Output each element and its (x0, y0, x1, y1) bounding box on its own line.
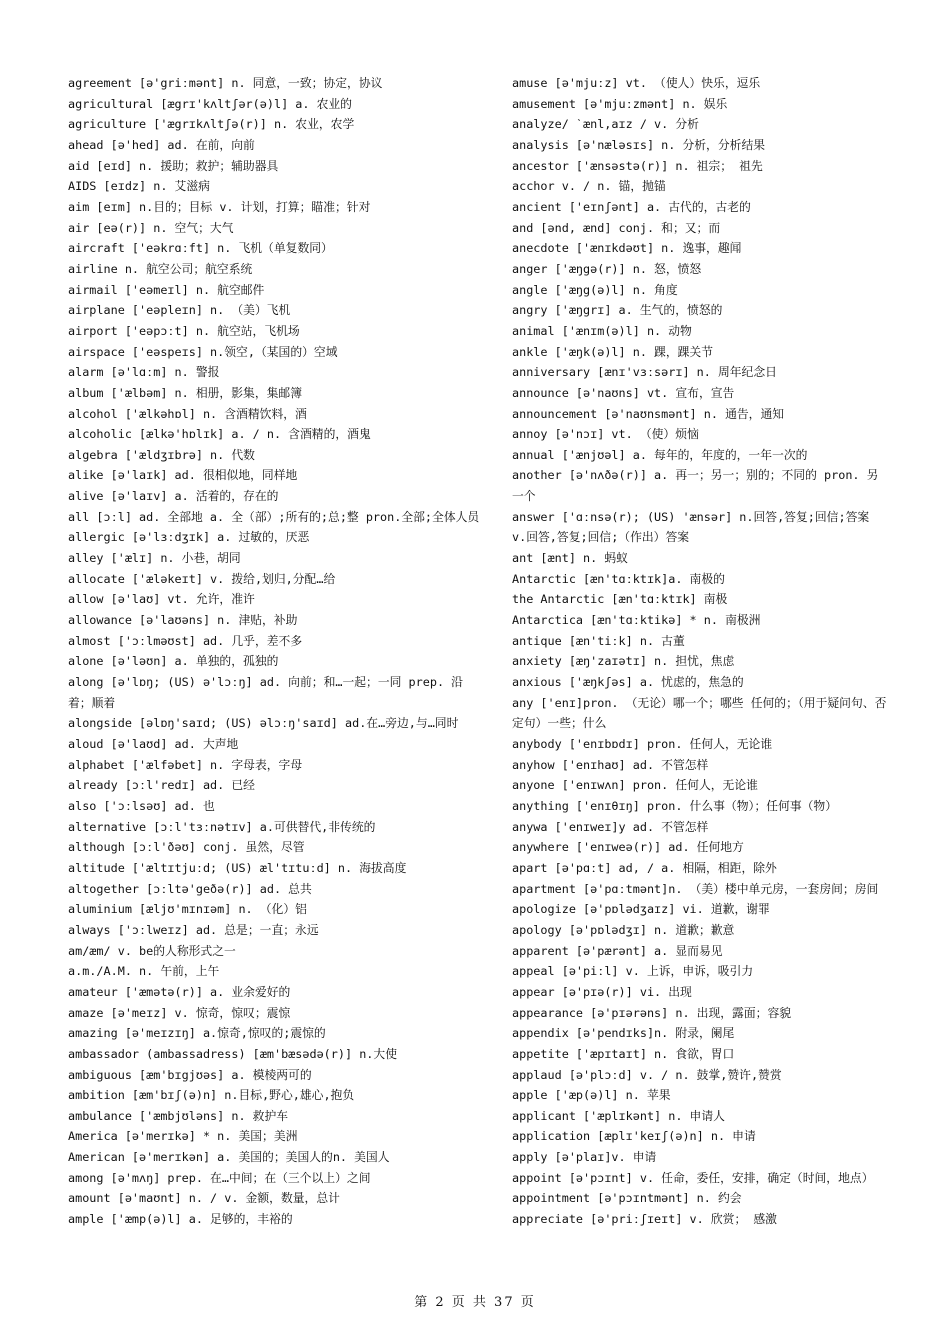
dictionary-entry: appetite ['æpɪtaɪt] n. 食欲，胃口 (512, 1046, 735, 1061)
dictionary-entry: any ['enɪ]pron. （无论）哪一个；哪些 任何的；（用于疑问句、否定句）一些；什么 (512, 695, 887, 731)
dictionary-entry: ambassador (ambassadress) [æm'bæsədə(r)] n.大使 (68, 1046, 397, 1061)
dictionary-entry: announcement [ə'naʊnsmənt] n. 通告，通知 (512, 406, 785, 421)
dictionary-entry: appreciate [ə'priːʃɪeɪt] v. 欣赏； 感激 (512, 1212, 777, 1227)
dictionary-entry: ancestor ['ænsəstə(r)] n. 祖宗； 祖先 (512, 158, 763, 173)
dictionary-entry: airport ['eəpɔːt] n. 航空站，飞机场 (68, 323, 300, 338)
dictionary-entry: American [ə'merɪkən] a. 美国的；美国人的n. 美国人 (68, 1150, 390, 1165)
dictionary-entry: allowance [ə'laʊəns] n. 津贴，补助 (68, 613, 298, 628)
dictionary-entry: anybody ['enɪbɒdɪ] pron. 任何人，无论谁 (512, 737, 773, 751)
dictionary-entry: Antarctica [æn'tɑːktikə] * n. 南极洲 (512, 613, 761, 628)
dictionary-entry: amuse [ə'mjuːz] vt. （使人）快乐，逗乐 (512, 76, 761, 90)
dictionary-entry: alternative [ɔːl'tɜːnətɪv] a.可供替代,非传统的 (68, 819, 376, 834)
dictionary-entry: amount [ə'maʊnt] n. / v. 金额，数量，总计 (68, 1191, 340, 1206)
dictionary-entry: analyze/ ˋænl,aɪz / v. 分析 (512, 117, 699, 132)
dictionary-entry: airline n. 航空公司；航空系统 (68, 261, 253, 276)
dictionary-entry: airmail ['eəmeɪl] n. 航空邮件 (68, 282, 265, 297)
dictionary-entry: announce [ə'naʊns] vt. 宣布，宣告 (512, 385, 735, 400)
dictionary-entry: altitude ['æltɪtjuːd; (US) æl'tɪtuːd] n. 海拔高度 (68, 860, 407, 875)
dictionary-entry: ambulance ['æmbjʊləns] n. 救护车 (68, 1108, 289, 1123)
right-column (512, 73, 888, 1230)
dictionary-entry: amazing [ə'meɪzɪŋ] a.惊奇,惊叹的;震惊的 (68, 1026, 326, 1041)
dictionary-entry: ancient ['eɪnʃənt] a. 古代的，古老的 (512, 199, 751, 214)
dictionary-entry: appoint [ə'pɔɪnt] v. 任命，委任，安排，确定（时间，地点） (512, 1170, 874, 1185)
dictionary-entry: apology [ə'pɒlədʒɪ] n. 道歉；歉意 (512, 922, 735, 937)
dictionary-entry: aid [eɪd] n. 援助；救护；辅助器具 (68, 158, 279, 173)
dictionary-entry: antique [æn'tiːk] n. 古董 (512, 633, 685, 648)
dictionary-entry: almost ['ɔːlməʊst] ad. 几乎，差不多 (68, 633, 303, 648)
dictionary-entry: ambition [æm'bɪʃ(ə)n] n.目标,野心,雄心,抱负 (68, 1088, 355, 1103)
dictionary-entry: anywa ['enɪweɪ]y ad. 不管怎样 (512, 819, 709, 834)
dictionary-entry: appear [ə'pɪə(r)] vi. 出现 (512, 984, 692, 999)
dictionary-entry: acchor v. / n. 锚，抛锚 (512, 179, 666, 194)
dictionary-entry: Antarctic [æn'tɑːktɪk]a. 南极的 (512, 571, 725, 586)
dictionary-entry: ankle ['æŋk(ə)l] n. 踝，踝关节 (512, 344, 714, 359)
dictionary-entry: aloud [ə'laʊd] ad. 大声地 (68, 737, 239, 751)
dictionary-entry: anger ['æŋgə(r)] n. 怒，愤怒 (512, 261, 702, 276)
dictionary-entry: applaud [ə'plɔːd] v. / n. 鼓掌,赞许,赞赏 (512, 1067, 782, 1082)
dictionary-entry: alcoholic [ælkə'hɒlɪk] a. / n. 含酒精的，酒鬼 (68, 427, 371, 442)
dictionary-entry: application [æplɪ'keɪʃ(ə)n] n. 申请 (512, 1129, 756, 1144)
dictionary-entry: amateur ['æmətə(r)] a. 业余爱好的 (68, 984, 291, 999)
dictionary-entry: agriculture ['ægrɪkʌltʃə(r)] n. 农业，农学 (68, 117, 355, 132)
dictionary-entry: another [ə'nʌðə(r)] a. 再一；另一；别的；不同的 pron. 另一个 (512, 468, 879, 504)
dictionary-entry: anxiety [æŋ'zaɪətɪ] n. 担忧，焦虑 (512, 654, 735, 669)
dictionary-entry: airspace ['eəspeɪs] n.领空,（某国的）空域 (68, 344, 338, 359)
dictionary-entry: appeal [ə'piːl] v. 上诉，申诉，吸引力 (512, 964, 754, 979)
dictionary-entry: apply [ə'plaɪ]v. 申请 (512, 1150, 657, 1165)
dictionary-entry: alcohol ['ælkəhɒl] n. 含酒精饮料，酒 (68, 406, 307, 421)
dictionary-entry: allergic [ə'lɜːdʒɪk] a. 过敏的，厌恶 (68, 530, 310, 545)
dictionary-entry: animal ['ænɪm(ə)l] n. 动物 (512, 323, 692, 338)
dictionary-entry: anyhow ['enɪhaʊ] ad. 不管怎样 (512, 757, 709, 772)
dictionary-entry: America [ə'merɪkə] * n. 美国；美洲 (68, 1129, 298, 1144)
dictionary-entry: always ['ɔːlweɪz] ad. 总是；一直；永远 (68, 922, 319, 937)
dictionary-entry: anyone ['enɪwʌn] pron. 任何人，无论谁 (512, 778, 758, 793)
dictionary-entry: anniversary [ænɪ'vɜːsərɪ] n. 周年纪念日 (512, 365, 777, 380)
dictionary-entry: allow [ə'laʊ] vt. 允许，准许 (68, 592, 255, 607)
dictionary-entry: ambiguous [æm'bɪgjʊəs] a. 模棱两可的 (68, 1067, 312, 1082)
dictionary-entry: all [ɔːl] ad. 全部地 a. 全（部）;所有的;总;整 pron.全部;全体人员 (68, 509, 480, 524)
dictionary-entry: alone [ə'ləʊn] a. 单独的，孤独的 (68, 654, 279, 669)
dictionary-entry: angle ['æŋg(ə)l] n. 角度 (512, 282, 678, 297)
left-column (68, 73, 482, 1230)
dictionary-entry: album ['ælbəm] n. 相册，影集，集邮簿 (68, 385, 303, 400)
dictionary-entry: alphabet ['ælfəbet] n. 字母表，字母 (68, 757, 303, 772)
dictionary-entry: apart [ə'pɑːt] ad, / a. 相隔，相距，除外 (512, 860, 777, 875)
dictionary-entry: AIDS [eɪdz] n. 艾滋病 (68, 179, 210, 194)
dictionary-entry: ahead [ə'hed] ad. 在前，向前 (68, 137, 255, 152)
dictionary-entry: apologize [ə'pɒlədʒaɪz] vi. 道歉，谢罪 (512, 902, 770, 917)
dictionary-entry: analysis [ə'næləsɪs] n. 分析，分析结果 (512, 137, 766, 152)
dictionary-entry: and [ənd, ænd] conj. 和；又；而 (512, 220, 721, 235)
dictionary-entry: alike [ə'laɪk] ad. 很相似地，同样地 (68, 468, 298, 483)
dictionary-entry: algebra ['ældʒɪbrə] n. 代数 (68, 447, 255, 462)
dictionary-entry: the Antarctic [æn'tɑːktɪk] 南极 (512, 592, 728, 607)
dictionary-entry: along [ə'lɒŋ; (US) ə'lɔːŋ] ad. 向前；和…一起；一同 prep. 沿着；顺着 (68, 675, 463, 710)
dictionary-entry: appearance [ə'pɪərəns] n. 出现，露面；容貌 (512, 1005, 792, 1020)
dictionary-entry: annoy [ə'nɔɪ] vt. （使）烦恼 (512, 427, 699, 442)
dictionary-entry: aim [eɪm] n.目的；目标 v. 计划，打算；瞄准；针对 (68, 199, 371, 214)
dictionary-entry: am/æm/ v. be的人称形式之一 (68, 943, 236, 958)
dictionary-entry: anything ['enɪθɪŋ] pron. 什么事（物）；任何事（物） (512, 798, 838, 813)
dictionary-entry: anxious ['æŋkʃəs] a. 忧虑的，焦急的 (512, 675, 744, 690)
dictionary-entry: agreement [ə'griːmənt] n. 同意，一致；协定，协议 (68, 76, 383, 90)
dictionary-entry: ample ['æmp(ə)l] a. 足够的，丰裕的 (68, 1212, 293, 1227)
dictionary-entry: airplane ['eəpleɪn] n. （美）飞机 (68, 303, 291, 318)
dictionary-entry: appendix [ə'pendɪks]n. 附录，阑尾 (512, 1026, 735, 1041)
dictionary-entry: apple ['æp(ə)l] n. 苹果 (512, 1088, 671, 1103)
dictionary-entry: annual ['ænjʊəl] a. 每年的，年度的，一年一次的 (512, 447, 808, 462)
dictionary-entry: although [ɔːl'ðəʊ] conj. 虽然，尽管 (68, 840, 305, 855)
dictionary-entry: answer ['ɑːnsə(r); (US) 'ænsər] n.回答,答复;回信;答案 v.回答,答复;回信;（作出）答案 (512, 509, 870, 545)
dictionary-entry: amaze [ə'meɪz] v. 惊奇，惊叹；震惊 (68, 1005, 291, 1020)
page-footer: 第 2 页 共 37 页 (414, 1295, 536, 1310)
dictionary-entry: allocate ['æləkeɪt] v. 拨给,划归,分配…给 (68, 571, 336, 586)
dictionary-entry: aircraft ['eəkrɑːft] n. 飞机（单复数同） (68, 241, 333, 256)
dictionary-entry: angry ['æŋgrɪ] a. 生气的，愤怒的 (512, 303, 723, 318)
dictionary-entry: amusement [ə'mjuːzmənt] n. 娱乐 (512, 96, 728, 111)
dictionary-entry: aluminium [æljʊ'mɪnɪəm] n. （化）铝 (68, 902, 307, 917)
dictionary-entry: ant [ænt] n. 蚂蚁 (512, 551, 628, 566)
dictionary-entry: alive [ə'laɪv] a. 活着的，存在的 (68, 489, 279, 504)
dictionary-entry: alley ['ælɪ] n. 小巷，胡同 (68, 551, 241, 566)
dictionary-entry: alarm [ə'lɑːm] n. 警报 (68, 365, 220, 380)
dictionary-entry: a.m./A.M. n. 午前，上午 (68, 964, 220, 979)
dictionary-entry: applicant ['æplɪkənt] n. 申请人 (512, 1108, 725, 1123)
dictionary-entry: alongside [əlɒŋ'saɪd; (US) əlɔːŋ'saɪd] ad.在…旁边,与…同时 (68, 716, 459, 731)
dictionary-entry: air [eə(r)] n. 空气；大气 (68, 220, 234, 235)
dictionary-entry: appointment [ə'pɔɪntmənt] n. 约会 (512, 1191, 742, 1206)
dictionary-entry: anywhere ['enɪweə(r)] ad. 任何地方 (512, 840, 744, 855)
dictionary-entry: among [ə'mʌŋ] prep. 在…中间；在（三个以上）之间 (68, 1170, 371, 1185)
dictionary-entry: apparent [ə'pærənt] a. 显而易见 (512, 943, 723, 958)
dictionary-entry: anecdote ['ænɪkdəʊt] n. 逸事，趣闻 (512, 241, 742, 256)
dictionary-entry: also ['ɔːlsəʊ] ad. 也 (68, 798, 215, 813)
dictionary-entry: apartment [ə'pɑːtmənt]n. （美）楼中单元房，一套房间；房间 (512, 881, 879, 896)
dictionary-entry: altogether [ɔːltə'geðə(r)] ad. 总共 (68, 881, 312, 896)
dictionary-entry: agricultural [ægrɪ'kʌltʃər(ə)l] a. 农业的 (68, 96, 352, 111)
dictionary-entry: already [ɔːl'redɪ] ad. 已经 (68, 778, 255, 793)
